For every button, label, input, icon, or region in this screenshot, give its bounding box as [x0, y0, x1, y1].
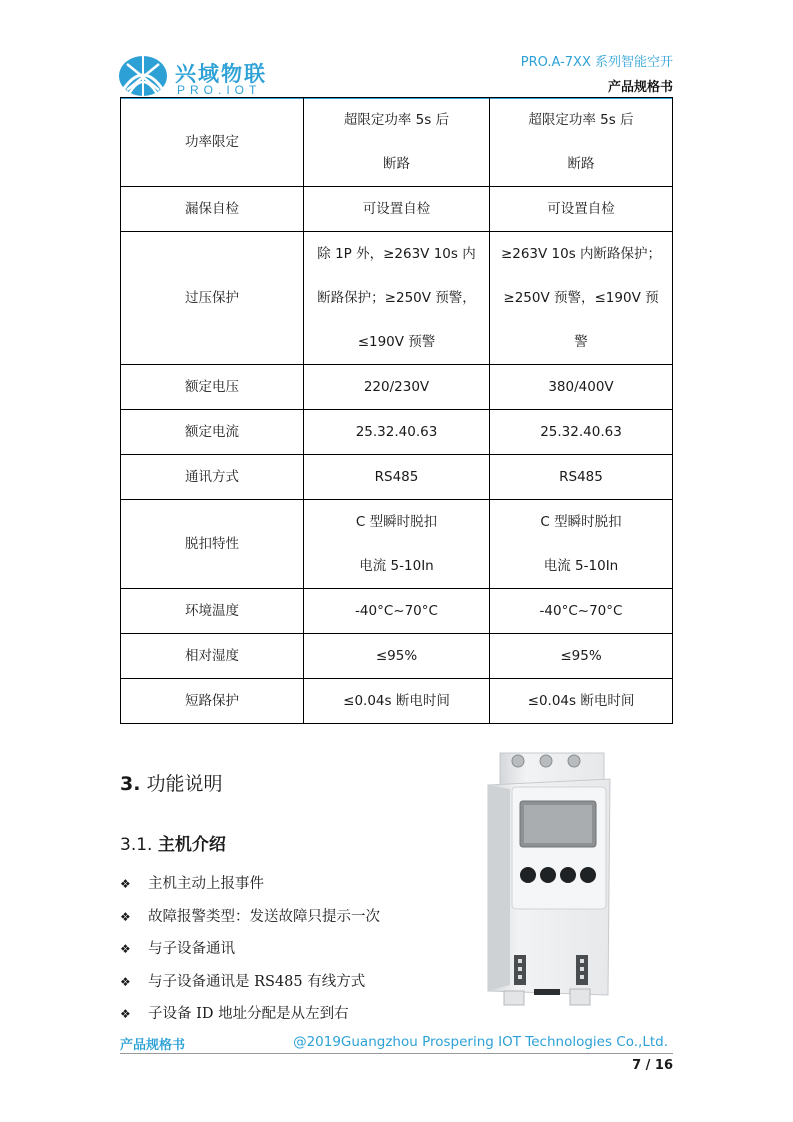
spec-value-cell [490, 232, 673, 365]
bullet-diamond-icon: ❖ [120, 909, 131, 924]
section-title: 功能说明 [146, 773, 223, 795]
spec-value-line: ≥263V 10s 内断路保护； [500, 246, 662, 262]
table-row [121, 634, 673, 679]
spec-value-line: 电流 5-10In [543, 558, 619, 574]
spec-label-cell: 功率限定 [121, 98, 304, 187]
spec-value-line: ≤190V 预警 [357, 334, 436, 350]
list-item-text: 主机主动上报事件 [148, 876, 264, 892]
spec-value-line: 断路 [383, 156, 410, 172]
table-row [121, 589, 673, 634]
spec-value-cell [304, 232, 490, 365]
spec-value-line: ≥250V 预警，≤190V 预 [503, 290, 659, 306]
spec-value-cell [304, 679, 490, 724]
list-item [120, 870, 380, 903]
spec-value-cell [304, 455, 490, 500]
bullet-diamond-icon: ❖ [120, 942, 131, 956]
spec-value-line: ≤0.04s 断电时间 [343, 693, 450, 709]
spec-value-cell [490, 365, 673, 410]
spec-value-cell [490, 634, 673, 679]
spec-value-cell [490, 187, 673, 232]
footer-doc-type: 产品规格书 [120, 1038, 186, 1053]
spec-value-cell [490, 98, 673, 187]
spec-value-line: 断路保护；≥250V 预警， [317, 290, 476, 306]
list-item [120, 903, 380, 936]
spec-table-body [121, 98, 673, 724]
table-row [121, 500, 673, 589]
spec-value-cell [490, 500, 673, 589]
spec-label-cell: 短路保护 [121, 679, 304, 724]
logo-english-name: PRO.IOT [177, 83, 262, 97]
spec-value-cell [304, 365, 490, 410]
spec-label-cell: 额定电流 [121, 410, 304, 455]
spec-value-line: 超限定功率 5s 后 [528, 112, 634, 128]
spec-value-line: 电流 5-10In [359, 558, 434, 574]
spec-value-cell [304, 187, 490, 232]
subsection-title: 主机介绍 [157, 835, 226, 855]
spec-value-cell [490, 679, 673, 724]
spec-label-cell: 额定电压 [121, 365, 304, 410]
section-3-1-heading [120, 830, 226, 855]
spec-value-line: 可设置自检 [362, 201, 431, 217]
list-item [120, 968, 380, 1001]
spec-value-cell [490, 410, 673, 455]
spec-value-cell [304, 500, 490, 589]
list-item [120, 935, 380, 968]
spec-value-line: ≤95% [375, 648, 418, 664]
subsection-number: 3.1. [120, 835, 153, 855]
spec-value-line: 25.32.40.63 [355, 424, 438, 440]
logo-chinese-name: 兴域物联 [175, 62, 267, 86]
spec-value-line: RS485 [374, 469, 419, 485]
logo-emblem-icon [117, 50, 173, 98]
spec-value-cell [304, 410, 490, 455]
spec-label-cell: 相对湿度 [121, 634, 304, 679]
spec-table [120, 97, 673, 724]
spec-label-cell: 环境温度 [121, 589, 304, 634]
spec-value-line: -40°C~70°C [539, 603, 623, 619]
table-row [121, 679, 673, 724]
spec-value-line: 断路 [567, 156, 595, 172]
spec-value-line: 超限定功率 5s 后 [343, 112, 450, 128]
spec-label-cell: 漏保自检 [121, 187, 304, 232]
spec-value-line: C 型瞬时脱扣 [355, 514, 438, 530]
list-item-text: 与子设备通讯 [148, 941, 235, 957]
device-image [482, 745, 617, 1010]
bullet-diamond-icon: ❖ [120, 877, 131, 891]
spec-value-cell [304, 634, 490, 679]
spec-value-cell [490, 455, 673, 500]
page-number: 7 / 16 [632, 1058, 673, 1073]
list-item-text: 故障报警类型：发送故障只提示一次 [148, 908, 380, 925]
table-row [121, 365, 673, 410]
spec-value-cell [304, 98, 490, 187]
spec-value-line: RS485 [559, 469, 603, 485]
table-row [121, 98, 673, 187]
spec-value-line: 警 [574, 334, 588, 350]
bullet-diamond-icon: ❖ [120, 974, 131, 989]
spec-label-cell: 脱扣特性 [121, 500, 304, 589]
bullet-diamond-icon: ❖ [120, 1007, 131, 1021]
section-3-heading [120, 769, 222, 796]
spec-value-line: 25.32.40.63 [540, 424, 622, 440]
spec-value-cell [490, 589, 673, 634]
header-series: PRO.A-7XX 系列智能空开 [520, 55, 673, 70]
spec-value-cell [304, 589, 490, 634]
footer-copyright: @2019Guangzhou Prospering IOT Technologies Co.,Ltd. [293, 1034, 668, 1050]
table-row [121, 410, 673, 455]
table-row [121, 232, 673, 365]
list-item-text: 与子设备通讯是 RS485 有线方式 [148, 973, 366, 990]
list-item-text: 子设备 ID 地址分配是从左到右 [148, 1006, 349, 1022]
spec-value-line: C 型瞬时脱扣 [540, 514, 622, 530]
spec-label-cell: 过压保护 [121, 232, 304, 365]
spec-value-line: 220/230V [363, 379, 430, 395]
feature-list [120, 870, 380, 1033]
table-row [121, 187, 673, 232]
company-logo [117, 50, 287, 98]
spec-label-cell: 通讯方式 [121, 455, 304, 500]
spec-value-line: 除 1P 外，≥263V 10s 内 [317, 246, 476, 262]
spec-value-line: 可设置自检 [547, 201, 615, 217]
list-item [120, 1000, 380, 1033]
spec-value-line: ≤95% [560, 648, 602, 664]
table-row [121, 455, 673, 500]
spec-value-line: -40°C~70°C [355, 603, 438, 619]
spec-value-line: ≤0.04s 断电时间 [527, 693, 635, 709]
section-number: 3. [120, 773, 141, 795]
footer-divider [120, 1053, 673, 1054]
spec-value-line: 380/400V [548, 379, 614, 395]
header-doc-type: 产品规格书 [607, 80, 673, 95]
